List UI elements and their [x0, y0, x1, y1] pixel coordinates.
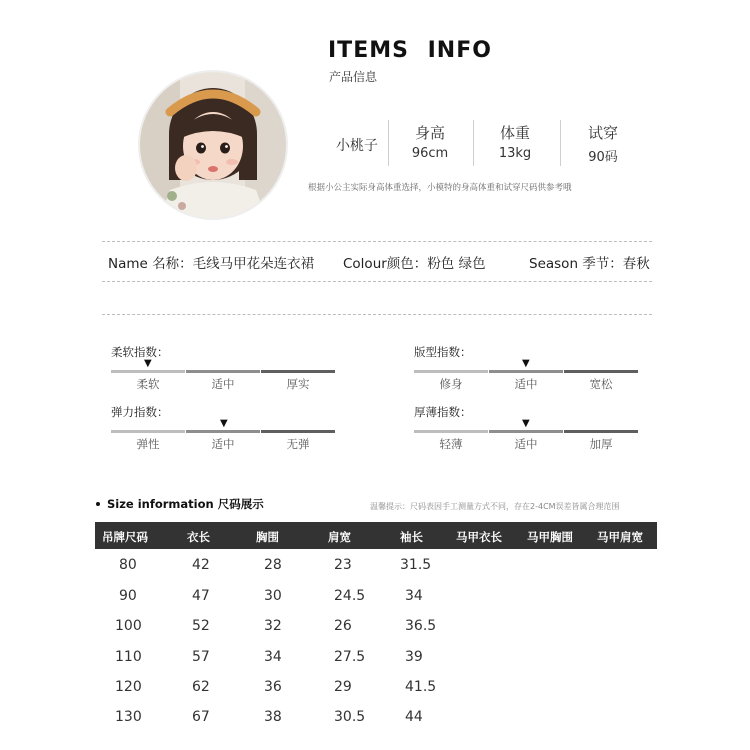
index-bar-segment — [489, 430, 563, 433]
index-option: 柔软 — [136, 377, 160, 391]
index-option: 适中 — [211, 377, 235, 391]
table-cell: 80 — [119, 557, 137, 573]
table-cell: 32 — [264, 618, 282, 634]
page-subtitle: 产品信息 — [329, 70, 378, 84]
index-bar-segment — [564, 430, 638, 433]
table-cell: 23 — [334, 557, 352, 573]
index-bar-segment — [111, 370, 185, 373]
column-header: 袖长 — [400, 530, 423, 544]
table-cell: 90 — [119, 588, 137, 604]
product-colour-value: 粉色 绿色 — [427, 256, 486, 272]
index-marker-icon: ▼ — [522, 358, 530, 369]
page-title: ITEMS INFO — [328, 38, 492, 63]
size-heading: Size information 尺码展示 — [107, 497, 264, 511]
column-header: 胸围 — [256, 530, 279, 544]
column-header: 肩宽 — [328, 530, 351, 544]
index-bar-segment — [186, 430, 260, 433]
index-option: 加厚 — [589, 437, 613, 451]
stat-divider — [388, 120, 389, 166]
index-option: 厚实 — [286, 377, 310, 391]
table-cell: 67 — [192, 709, 210, 725]
table-cell: 36 — [264, 679, 282, 695]
product-name-label: Name 名称： — [108, 256, 193, 272]
index-bar-segment — [261, 430, 335, 433]
table-cell: 31.5 — [400, 557, 432, 573]
index-option: 修身 — [439, 377, 463, 391]
product-season-label: Season 季节： — [529, 256, 623, 272]
table-cell: 30 — [264, 588, 282, 604]
index-bar-segment — [261, 370, 335, 373]
index-option: 无弹 — [286, 437, 310, 451]
stat-weight — [480, 122, 550, 161]
stat-value: 90码 — [588, 150, 618, 165]
stat-divider — [473, 120, 474, 166]
product-season-value: 春秋 — [622, 256, 650, 272]
table-cell: 47 — [192, 588, 210, 604]
stat-value: 96cm — [411, 146, 449, 161]
index-option: 弹性 — [136, 437, 160, 451]
table-cell: 34 — [405, 588, 423, 604]
index-marker-icon: ▼ — [522, 418, 530, 429]
table-cell: 100 — [115, 618, 142, 634]
table-cell: 26 — [334, 618, 352, 634]
product-name — [108, 252, 314, 272]
table-cell: 36.5 — [405, 618, 437, 634]
index-title-softness: 柔软指数： — [111, 345, 169, 359]
product-colour-label: Colour颜色： — [343, 256, 428, 272]
column-header: 马甲胸围 — [527, 530, 573, 544]
table-cell: 62 — [192, 679, 210, 695]
column-header: 吊牌尺码 — [102, 530, 148, 544]
product-name-value: 毛线马甲花朵连衣裙 — [192, 256, 315, 272]
index-bar-segment — [564, 370, 638, 373]
table-cell: 110 — [115, 649, 142, 665]
index-option: 宽松 — [589, 377, 613, 391]
index-title-elasticity: 弹力指数： — [111, 405, 169, 419]
stat-height — [395, 122, 465, 161]
table-cell: 29 — [334, 679, 352, 695]
table-cell: 44 — [405, 709, 423, 725]
column-header: 衣长 — [187, 530, 210, 544]
table-cell: 28 — [264, 557, 282, 573]
column-header: 马甲衣长 — [456, 530, 502, 544]
table-cell: 39 — [405, 649, 423, 665]
model-photo-illustration — [140, 72, 286, 218]
table-cell: 130 — [115, 709, 142, 725]
stat-value: 13kg — [498, 146, 532, 161]
stat-label: 试穿 — [587, 124, 618, 142]
table-cell: 34 — [264, 649, 282, 665]
column-header: 马甲肩宽 — [597, 530, 643, 544]
index-title-fit: 版型指数： — [414, 345, 472, 359]
table-cell: 27.5 — [334, 649, 366, 665]
index-bar-segment — [186, 370, 260, 373]
table-cell: 57 — [192, 649, 210, 665]
stat-label: 身高 — [414, 124, 445, 142]
index-option: 适中 — [211, 437, 235, 451]
table-cell: 30.5 — [334, 709, 366, 725]
dashed-divider — [102, 314, 652, 315]
table-cell: 38 — [264, 709, 282, 725]
product-colour — [343, 252, 486, 272]
size-tip: 温馨提示：尺码表因手工测量方式不同，存在2-4CM误差皆属合理范围 — [370, 502, 620, 511]
index-bar-segment — [414, 430, 488, 433]
table-cell: 52 — [192, 618, 210, 634]
index-bar-segment — [111, 430, 185, 433]
index-option: 适中 — [514, 377, 538, 391]
index-option: 适中 — [514, 437, 538, 451]
table-cell: 24.5 — [334, 588, 366, 604]
dashed-divider — [102, 281, 652, 282]
table-cell: 120 — [115, 679, 142, 695]
index-marker-icon: ▼ — [144, 358, 152, 369]
product-season — [529, 252, 650, 272]
stat-try-size — [568, 122, 638, 165]
index-bar-segment — [489, 370, 563, 373]
dashed-divider — [102, 241, 652, 242]
index-option: 轻薄 — [439, 437, 463, 451]
index-bar-segment — [414, 370, 488, 373]
index-title-thickness: 厚薄指数： — [414, 405, 472, 419]
model-name: 小桃子 — [336, 138, 378, 154]
table-cell: 42 — [192, 557, 210, 573]
stat-label: 体重 — [499, 124, 530, 142]
bullet-icon — [96, 502, 100, 506]
stat-divider — [560, 120, 561, 166]
table-cell: 41.5 — [405, 679, 437, 695]
model-note: 根据小公主实际身高体重选择，小模特的身高体重和试穿尺码供参考哦 — [308, 183, 572, 193]
index-marker-icon: ▼ — [220, 418, 228, 429]
model-photo — [138, 70, 288, 220]
